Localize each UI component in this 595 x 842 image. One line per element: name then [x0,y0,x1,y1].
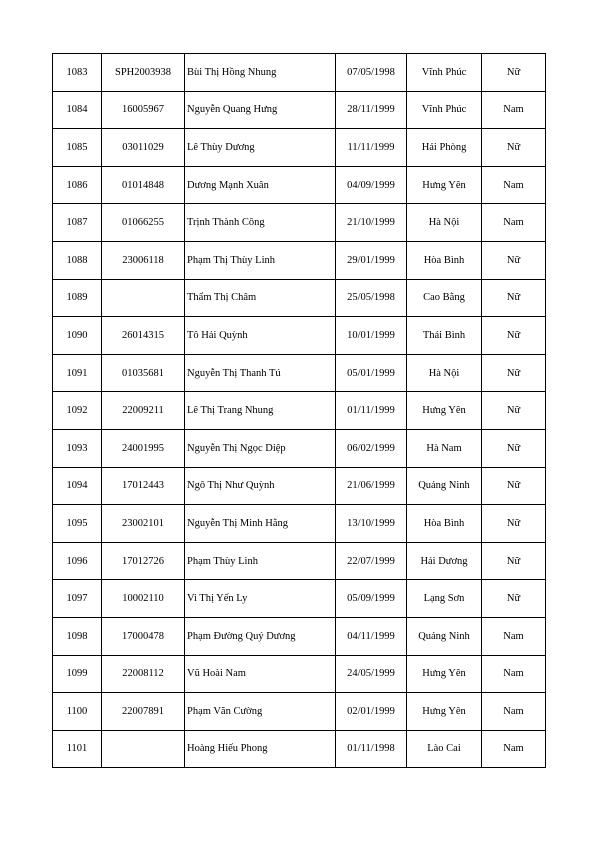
table-row [53,429,546,467]
full-name-cell: Hoàng Hiếu Phong [185,730,336,768]
row-number-cell: 1095 [53,505,102,543]
date-of-birth-cell: 05/01/1999 [336,354,407,392]
hometown-cell: Hưng Yên [407,655,482,693]
student-id-cell: 23002101 [102,505,185,543]
student-id-cell: 17012726 [102,542,185,580]
table-row [53,129,546,167]
row-number-cell: 1084 [53,91,102,129]
date-of-birth-cell: 10/01/1999 [336,317,407,355]
hometown-cell: Hòa Bình [407,505,482,543]
hometown-cell: Lào Cai [407,730,482,768]
hometown-cell: Hưng Yên [407,392,482,430]
gender-cell: Nữ [482,354,546,392]
student-table [52,53,546,768]
student-id-cell: 17012443 [102,467,185,505]
date-of-birth-cell: 04/11/1999 [336,617,407,655]
full-name-cell: Nguyễn Thị Minh Hằng [185,505,336,543]
hometown-cell: Vĩnh Phúc [407,91,482,129]
gender-cell: Nam [482,617,546,655]
row-number-cell: 1091 [53,354,102,392]
date-of-birth-cell: 28/11/1999 [336,91,407,129]
student-id-cell: SPH2003938 [102,54,185,92]
row-number-cell: 1094 [53,467,102,505]
row-number-cell: 1090 [53,317,102,355]
row-number-cell: 1087 [53,204,102,242]
table-row [53,542,546,580]
date-of-birth-cell: 01/11/1999 [336,392,407,430]
hometown-cell: Quảng Ninh [407,467,482,505]
row-number-cell: 1097 [53,580,102,618]
full-name-cell: Nguyễn Thị Thanh Tú [185,354,336,392]
full-name-cell: Nguyễn Thị Ngọc Diệp [185,429,336,467]
gender-cell: Nữ [482,241,546,279]
hometown-cell: Hưng Yên [407,693,482,731]
gender-cell: Nam [482,655,546,693]
row-number-cell: 1092 [53,392,102,430]
student-id-cell: 01066255 [102,204,185,242]
table-body [53,54,546,768]
row-number-cell: 1093 [53,429,102,467]
row-number-cell: 1089 [53,279,102,317]
gender-cell: Nam [482,91,546,129]
hometown-cell: Hà Nam [407,429,482,467]
row-number-cell: 1085 [53,129,102,167]
hometown-cell: Hưng Yên [407,166,482,204]
table-row [53,354,546,392]
hometown-cell: Thái Bình [407,317,482,355]
date-of-birth-cell: 05/09/1999 [336,580,407,618]
date-of-birth-cell: 11/11/1999 [336,129,407,167]
full-name-cell: Phạm Đường Quý Dương [185,617,336,655]
student-id-cell: 10002110 [102,580,185,618]
table-row [53,54,546,92]
date-of-birth-cell: 25/05/1998 [336,279,407,317]
date-of-birth-cell: 07/05/1998 [336,54,407,92]
student-id-cell: 23006118 [102,241,185,279]
date-of-birth-cell: 22/07/1999 [336,542,407,580]
row-number-cell: 1083 [53,54,102,92]
full-name-cell: Thẩm Thị Châm [185,279,336,317]
table-row [53,166,546,204]
full-name-cell: Bùi Thị Hồng Nhung [185,54,336,92]
student-id-cell [102,279,185,317]
hometown-cell: Lạng Sơn [407,580,482,618]
gender-cell: Nữ [482,542,546,580]
row-number-cell: 1096 [53,542,102,580]
student-id-cell: 26014315 [102,317,185,355]
student-id-cell: 24001995 [102,429,185,467]
student-id-cell: 03011029 [102,129,185,167]
hometown-cell: Hải Dương [407,542,482,580]
full-name-cell: Lê Thị Trang Nhung [185,392,336,430]
full-name-cell: Lê Thùy Dương [185,129,336,167]
gender-cell: Nữ [482,392,546,430]
full-name-cell: Phạm Thùy Linh [185,542,336,580]
student-id-cell: 17000478 [102,617,185,655]
gender-cell: Nữ [482,129,546,167]
hometown-cell: Hà Nội [407,204,482,242]
table-row [53,693,546,731]
date-of-birth-cell: 13/10/1999 [336,505,407,543]
gender-cell: Nam [482,204,546,242]
gender-cell: Nữ [482,279,546,317]
gender-cell: Nữ [482,467,546,505]
hometown-cell: Cao Bằng [407,279,482,317]
full-name-cell: Phạm Thị Thùy Linh [185,241,336,279]
row-number-cell: 1086 [53,166,102,204]
student-id-cell: 01014848 [102,166,185,204]
full-name-cell: Ngô Thị Như Quỳnh [185,467,336,505]
student-id-cell: 22008112 [102,655,185,693]
row-number-cell: 1099 [53,655,102,693]
hometown-cell: Vĩnh Phúc [407,54,482,92]
table-row [53,505,546,543]
date-of-birth-cell: 04/09/1999 [336,166,407,204]
row-number-cell: 1098 [53,617,102,655]
gender-cell: Nữ [482,317,546,355]
table-row [53,730,546,768]
hometown-cell: Hải Phòng [407,129,482,167]
row-number-cell: 1100 [53,693,102,731]
table-row [53,279,546,317]
table-row [53,467,546,505]
gender-cell: Nữ [482,580,546,618]
full-name-cell: Phạm Văn Cường [185,693,336,731]
row-number-cell: 1088 [53,241,102,279]
gender-cell: Nữ [482,429,546,467]
full-name-cell: Nguyễn Quang Hưng [185,91,336,129]
date-of-birth-cell: 01/11/1998 [336,730,407,768]
gender-cell: Nam [482,693,546,731]
date-of-birth-cell: 02/01/1999 [336,693,407,731]
full-name-cell: Vi Thị Yến Ly [185,580,336,618]
hometown-cell: Hòa Bình [407,241,482,279]
date-of-birth-cell: 29/01/1999 [336,241,407,279]
table-row [53,392,546,430]
student-id-cell: 01035681 [102,354,185,392]
gender-cell: Nam [482,730,546,768]
gender-cell: Nữ [482,505,546,543]
table-row [53,204,546,242]
date-of-birth-cell: 21/06/1999 [336,467,407,505]
table-row [53,91,546,129]
full-name-cell: Trịnh Thành Công [185,204,336,242]
date-of-birth-cell: 06/02/1999 [336,429,407,467]
table-row [53,617,546,655]
full-name-cell: Dương Mạnh Xuân [185,166,336,204]
date-of-birth-cell: 21/10/1999 [336,204,407,242]
hometown-cell: Quảng Ninh [407,617,482,655]
full-name-cell: Vũ Hoài Nam [185,655,336,693]
table-row [53,580,546,618]
table-row [53,317,546,355]
table-row [53,241,546,279]
student-id-cell [102,730,185,768]
row-number-cell: 1101 [53,730,102,768]
student-id-cell: 16005967 [102,91,185,129]
hometown-cell: Hà Nội [407,354,482,392]
gender-cell: Nữ [482,54,546,92]
full-name-cell: Tô Hải Quỳnh [185,317,336,355]
student-id-cell: 22009211 [102,392,185,430]
gender-cell: Nam [482,166,546,204]
student-id-cell: 22007891 [102,693,185,731]
table-row [53,655,546,693]
date-of-birth-cell: 24/05/1999 [336,655,407,693]
